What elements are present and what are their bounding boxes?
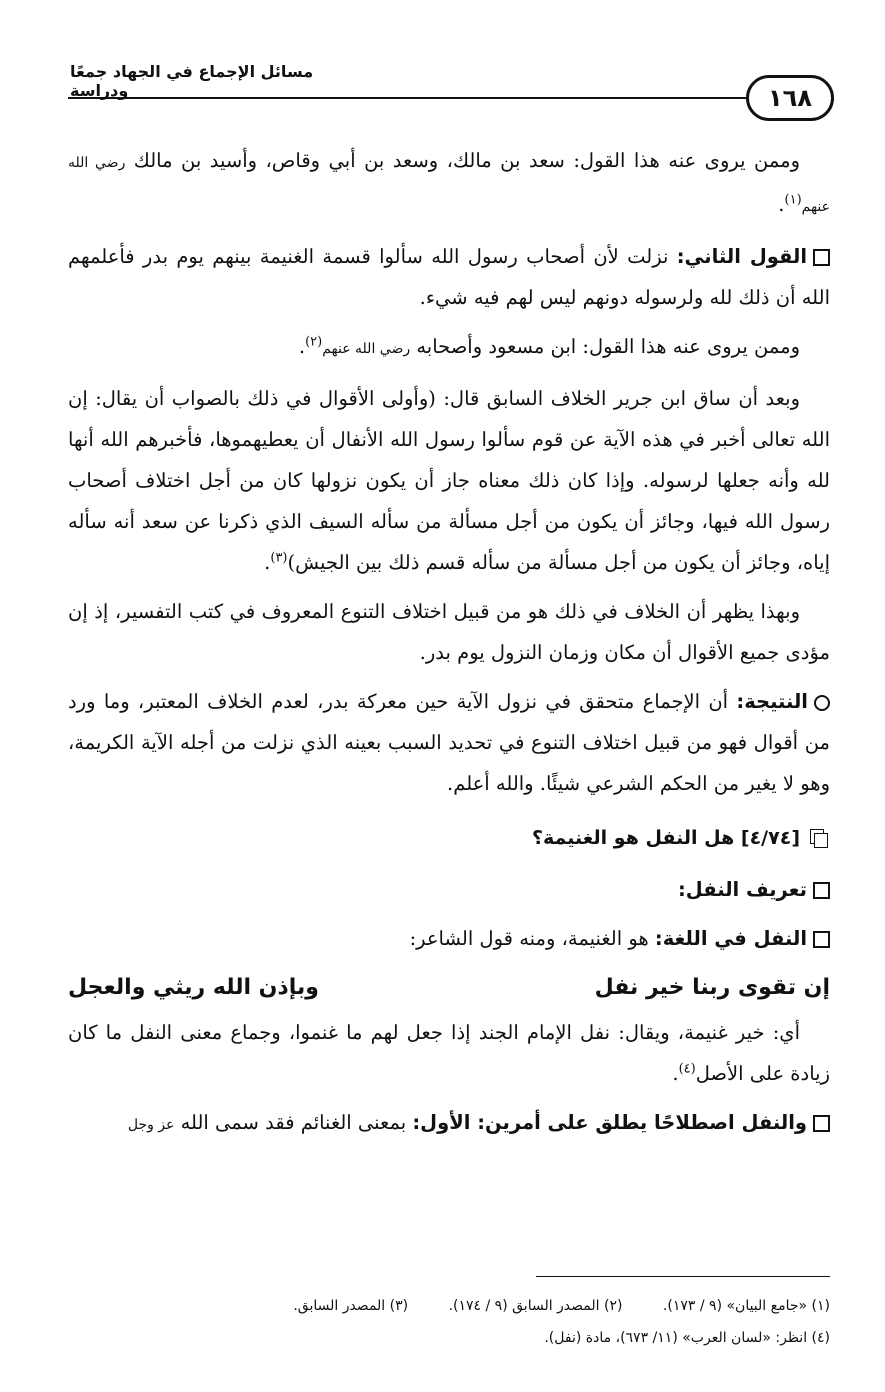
circle-bullet-icon: [814, 695, 830, 711]
paragraph-8: [68, 1102, 830, 1146]
language-label: النفل في اللغة:: [654, 927, 807, 950]
paragraph-1-text: وممن يروى عنه هذا القول: سعد بن مالك، وسعد بن أبي وقاص، وأسيد بن مالك: [133, 149, 800, 172]
paragraph-3: [68, 326, 830, 370]
verse-first-hemistich: إن تقوى ربنا خير نفل: [594, 975, 830, 1000]
language-definition: [68, 918, 830, 959]
footnote-line-2: [68, 1322, 830, 1354]
square-bullet-icon: [813, 882, 830, 899]
footnote-3: (٣) المصدر السابق.: [293, 1298, 409, 1314]
paragraph-2-text: نزلت لأن أصحاب رسول الله سألوا قسمة الغنيمة بينهم يوم بدر فأعلمهم الله أن ذلك لله ولرسوله دونهم ليس لهم فيه شيء.: [68, 245, 830, 309]
result-label: النتيجة:: [736, 690, 808, 713]
paragraph-3-end: .: [298, 335, 306, 358]
paragraph-1-end: .: [778, 193, 785, 216]
honorific-3: عز وجل: [127, 1117, 175, 1133]
running-header-title: مسائل الإجماع في الجهاد جمعًا ودراسة: [70, 62, 314, 100]
paragraph-4-end: .: [264, 551, 271, 574]
paragraph-5: [68, 591, 830, 673]
footnote-4: (٤) انظر: «لسان العرب» (١١/ ٦٧٣)، مادة (نفل).: [544, 1330, 830, 1346]
paragraph-4: [68, 378, 830, 583]
square-bullet-icon: [813, 1115, 830, 1132]
paragraph-5-text: وبهذا يظهر أن الخلاف في ذلك هو من قبيل اختلاف التنوع المعروف في كتب التفسير، إذ إن مؤدى جميع الأقوال أن مكان وزمان النزول يوم بدر.: [68, 600, 830, 664]
definition-label: تعريف النفل:: [678, 878, 807, 901]
footnote-ref-3[interactable]: (٣): [270, 550, 288, 566]
paragraph-1: [68, 140, 830, 228]
paragraph-6: [68, 681, 830, 804]
paragraph-6-text: أن الإجماع متحقق في نزول الآية حين معركة بدر، لعدم الخلاف المعتبر، وما ورد من أقوال فهو من قبيل اختلاف التنوع في تحديد السبب بعينه الذي نزلت من أجله الآية الكريمة، وهو لا يغير من الحكم الشرعي شيئًا. والله أعلم.: [68, 690, 830, 795]
poetry-verse: [68, 967, 830, 1008]
terminology-label: والنفل اصطلاحًا يطلق على أمرين: الأول:: [412, 1111, 807, 1134]
footnote-rule: [536, 1276, 830, 1277]
paragraph-8-text: بمعنى الغنائم فقد سمى الله: [180, 1111, 407, 1134]
paragraph-4-text: وبعد أن ساق ابن جرير الخلاف السابق قال: (وأولى الأقوال في ذلك بالصواب أن يقال: إن الله تعالى أخبر في هذه الآية عن قوم سألوا رسول الله الأنفال أن يعطيهموها، فأخبرهم الله أنها لله وأنه جعلها لرسوله. وإذا كان ذلك معناه جاز أن يكون نزولها كان من أجل اختلاف أصحاب رسول الله فيها، وجائز أن يكون من أجل مسألة من سأله السيف الذي ذكرنا عن سعد أنه سأله إياه، وجائز أن يكون من أجل مسألة من سأله قسم ذلك بين الجيش): [68, 387, 830, 574]
square-bullet-icon: [813, 931, 830, 948]
paragraph-2: [68, 236, 830, 318]
square-bullet-icon: [813, 249, 830, 266]
honorific-2: رضي الله عنهم: [322, 341, 411, 357]
paragraph-7-end: .: [672, 1062, 679, 1085]
section-heading-text: [٤/٧٤] هل النفل هو الغنيمة؟: [532, 827, 800, 849]
paragraph-7: [68, 1012, 830, 1094]
header-rule: [68, 97, 748, 99]
verse-second-hemistich: وبإذن الله ريثي والعجل: [68, 975, 319, 1000]
footnote-ref-4[interactable]: (٤): [678, 1061, 696, 1077]
copy-icon: [810, 829, 830, 849]
definition-heading: [68, 869, 830, 910]
footnote-2: (٢) المصدر السابق (٩ / ١٧٤).: [448, 1298, 623, 1314]
body-text: [68, 140, 830, 1154]
footnote-ref-1[interactable]: (١): [784, 192, 802, 208]
footnote-1: (١) «جامع البيان» (٩ / ١٧٣).: [662, 1298, 830, 1314]
footnotes: [68, 1290, 830, 1354]
second-opinion-label: القول الثاني:: [676, 245, 808, 268]
paragraph-7-text: أي: خير غنيمة، ويقال: نفل الإمام الجند إذا جعل لهم ما غنموا، وجماع معنى النفل ما كان زيادة على الأصل: [68, 1021, 830, 1085]
footnote-ref-2[interactable]: (٢): [305, 334, 323, 350]
footnote-line-1: [68, 1290, 830, 1322]
language-text: هو الغنيمة، ومنه قول الشاعر:: [409, 927, 649, 950]
honorific-1: رضي الله عنهم: [68, 155, 830, 215]
page-number: ١٦٨: [746, 75, 834, 121]
section-heading: [68, 818, 830, 859]
paragraph-3-text: وممن يروى عنه هذا القول: ابن مسعود وأصحابه: [416, 335, 800, 358]
